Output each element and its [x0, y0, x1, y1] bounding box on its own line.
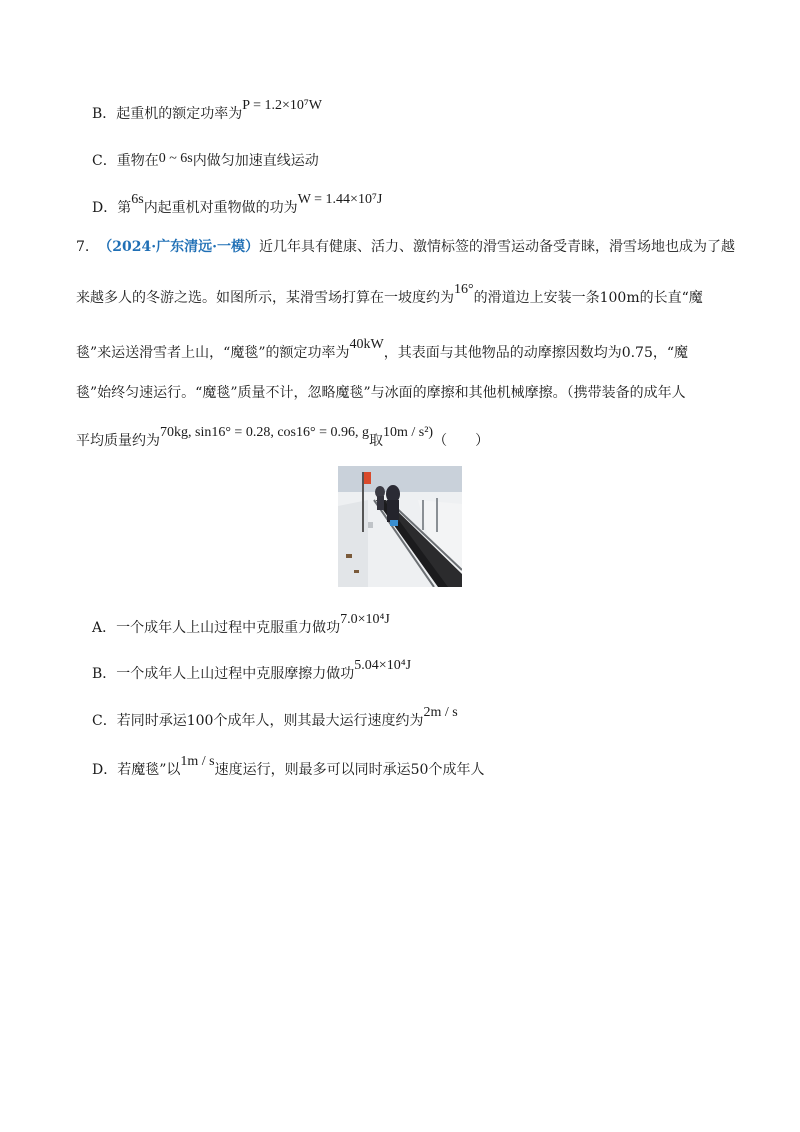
option-text: 若同时承运100个成年人，则其最大运行速度约为 [116, 713, 424, 729]
question-text: 的滑道边上安装一条100m的长直“魔 [473, 290, 703, 306]
option-text: 若魔毯”以 [117, 762, 181, 778]
question-source: （2024·广东清远·一模） [98, 239, 259, 255]
question-text: ，其表面与其他物品的动摩擦因数均为0.75，“魔 [383, 345, 689, 361]
formula: 1m / s [180, 754, 215, 769]
formula: 0 ~ 6s [158, 151, 193, 166]
q7-line-2 [76, 282, 703, 309]
q7-option-c [92, 705, 458, 732]
question-number: 7. [76, 239, 90, 255]
option-text: 一个成年人上山过程中克服摩擦力做功 [116, 666, 355, 682]
option-label: B． [92, 666, 117, 682]
formula: 70kg, sin16° = 0.28, cos16° = 0.96, g [160, 425, 369, 440]
q7-line-5 [76, 425, 490, 452]
option-text: 一个成年人上山过程中克服重力做功 [116, 620, 341, 636]
formula: W = 1.44×10⁷J [297, 192, 383, 207]
option-label: C． [92, 153, 117, 169]
option-label: C． [92, 713, 117, 729]
formula: P = 1.2×10⁷W [242, 98, 322, 113]
option-label: A． [92, 620, 117, 636]
q7-line-1 [76, 237, 735, 257]
answer-blank: （ ） [433, 433, 490, 449]
formula: 6s [131, 192, 144, 207]
question-text: 毯”来运送滑雪者上山，“魔毯”的额定功率为 [76, 345, 350, 361]
option-label: D． [92, 200, 118, 216]
formula: 2m / s [423, 705, 458, 720]
q6-option-b [92, 98, 322, 125]
option-text-mid: 内起重机对重物做的功为 [143, 200, 298, 216]
q7-line-3 [76, 337, 689, 364]
question-text: 取 [369, 433, 383, 449]
formula: 40kW [349, 337, 384, 352]
question-text: 来越多人的冬游之选。如图所示，某滑雪场打算在一坡度约为 [76, 290, 454, 306]
snow-carpet-illustration [338, 466, 462, 587]
formula: 7.0×10⁴J [340, 612, 390, 627]
option-text: 第 [117, 200, 132, 216]
q7-option-a [92, 612, 390, 639]
option-text-after: 速度运行，则最多可以同时承运50个成年人 [214, 762, 485, 778]
formula: 16° [454, 282, 474, 297]
question-text: 平均质量约为 [76, 433, 160, 449]
option-text: 起重机的额定功率为 [116, 106, 243, 122]
option-text: 重物在 [116, 153, 159, 169]
q7-option-d [92, 754, 485, 781]
formula: 5.04×10⁴J [354, 658, 412, 673]
formula: 10m / s²) [383, 425, 434, 440]
option-label: D． [92, 762, 118, 778]
option-label: B． [92, 106, 117, 122]
q6-option-c [92, 151, 319, 172]
question-text: 毯”始终匀速运行。“魔毯”质量不计，忽略魔毯”与冰面的摩擦和其他机械摩擦。（携带装备的成年人 [76, 385, 686, 401]
q7-option-b [92, 658, 412, 685]
option-text-after: 内做匀加速直线运动 [192, 153, 319, 169]
q7-line-4 [76, 383, 686, 403]
question-text: 近几年具有健康、活力、激情标签的滑雪运动备受青睐，滑雪场地也成为了越 [258, 239, 735, 255]
q6-option-d [92, 192, 383, 219]
magic-carpet-photo [338, 466, 462, 587]
